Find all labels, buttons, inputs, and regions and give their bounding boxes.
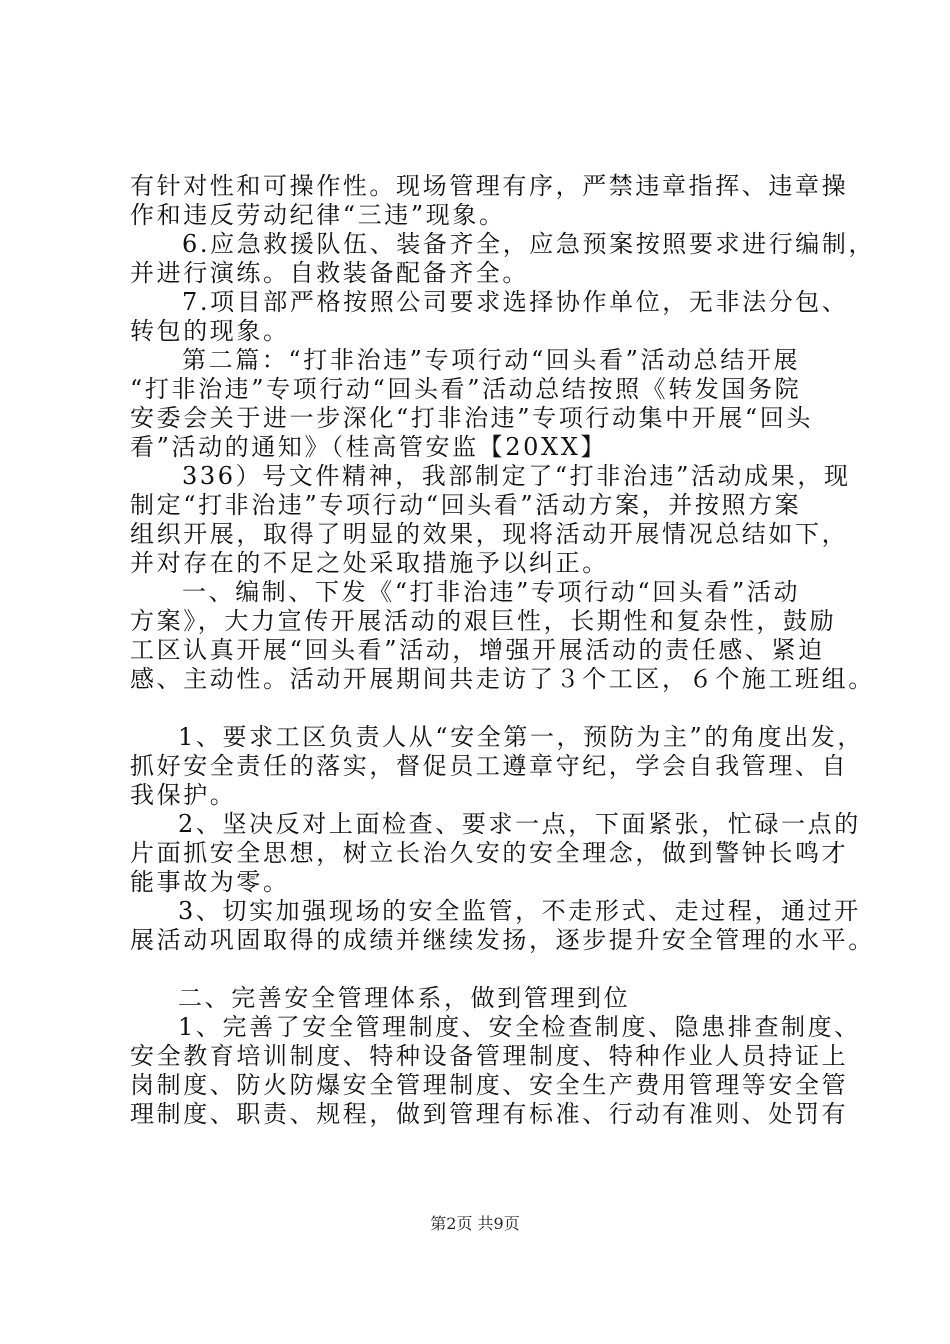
body-line: 我保护。 bbox=[130, 781, 237, 809]
paragraph-gap bbox=[130, 694, 830, 723]
paragraph-gap bbox=[130, 955, 830, 984]
body-line: 3、切实加强现场的安全监管，不走形式、走过程，通过开 bbox=[178, 897, 861, 925]
body-line: 有针对性和可操作性。现场管理有序，严禁违章指挥、违章操 bbox=[130, 172, 849, 200]
body-line: 并对存在的不足之处采取措施予以纠正。 bbox=[130, 549, 609, 577]
document-body bbox=[130, 172, 876, 1129]
body-line: 转包的现象。 bbox=[130, 317, 290, 345]
body-line: 感、主动性。活动开展期间共走访了３个工区，６个施工班组。 bbox=[130, 665, 875, 693]
body-line: 片面抓安全思想，树立长治久安的安全理念，做到警钟长鸣才 bbox=[130, 839, 849, 867]
body-line: 看”活动的通知》（桂高管安监【20XX】 bbox=[130, 433, 607, 461]
page-footer bbox=[0, 1214, 950, 1234]
body-line: 作和违反劳动纪律“三违”现象。 bbox=[130, 201, 506, 229]
section-heading: 第二篇：“打非治违”专项行动“回头看”活动总结开展 bbox=[182, 346, 801, 374]
body-line: 展活动巩固取得的成绩并继续发扬，逐步提升安全管理的水平。 bbox=[130, 926, 875, 954]
section-heading: 二、完善安全管理体系，做到管理到位 bbox=[178, 984, 631, 1012]
body-line: 7.项目部严格按照公司要求选择协作单位，无非法分包、 bbox=[182, 288, 849, 316]
body-line: 336）号文件精神，我部制定了“打非治违”活动成果，现 bbox=[182, 462, 851, 490]
body-line: 一、编制、下发《“打非治违”专项行动“回头看”活动 bbox=[182, 578, 801, 606]
body-line: 方案》，大力宣传开展活动的艰巨性，长期性和复杂性，鼓励 bbox=[130, 607, 837, 635]
body-line: 6.应急救援队伍、装备齐全，应急预案按照要求进行编制， bbox=[182, 230, 876, 258]
body-line: 工区认真开展“回头看”活动，增强开展活动的责任感、紧迫 bbox=[130, 636, 825, 664]
body-line: “打非治违”专项行动“回头看”活动总结按照《转发国务院 bbox=[130, 375, 802, 403]
body-line: 并进行演练。自救装备配备齐全。 bbox=[130, 259, 529, 287]
body-line: 组织开展，取得了明显的效果，现将活动开展情况总结如下， bbox=[130, 520, 849, 548]
body-line: 1、要求工区负责人从“安全第一，预防为主”的角度出发， bbox=[178, 723, 865, 751]
body-line: 安委会关于进一步深化“打非治违”专项行动集中开展“回头 bbox=[130, 404, 814, 432]
body-line: 2、坚决反对上面检查、要求一点，下面紧张，忙碌一点的 bbox=[178, 810, 861, 838]
body-line: 1、完善了安全管理制度、安全检查制度、隐患排查制度、 bbox=[178, 1013, 861, 1041]
page-number: 第2页 共9页 bbox=[430, 1214, 520, 1233]
body-line: 安全教育培训制度、特种设备管理制度、特种作业人员持证上 bbox=[130, 1042, 849, 1070]
body-line: 岗制度、防火防爆安全管理制度、安全生产费用管理等安全管 bbox=[130, 1071, 849, 1099]
body-line: 理制度、职责、规程，做到管理有标准、行动有准则、处罚有 bbox=[130, 1100, 849, 1128]
body-line: 能事故为零。 bbox=[130, 868, 290, 896]
body-line: 抓好安全责任的落实，督促员工遵章守纪，学会自我管理、自 bbox=[130, 752, 849, 780]
body-line: 制定“打非治违”专项行动“回头看”活动方案，并按照方案 bbox=[130, 491, 802, 519]
